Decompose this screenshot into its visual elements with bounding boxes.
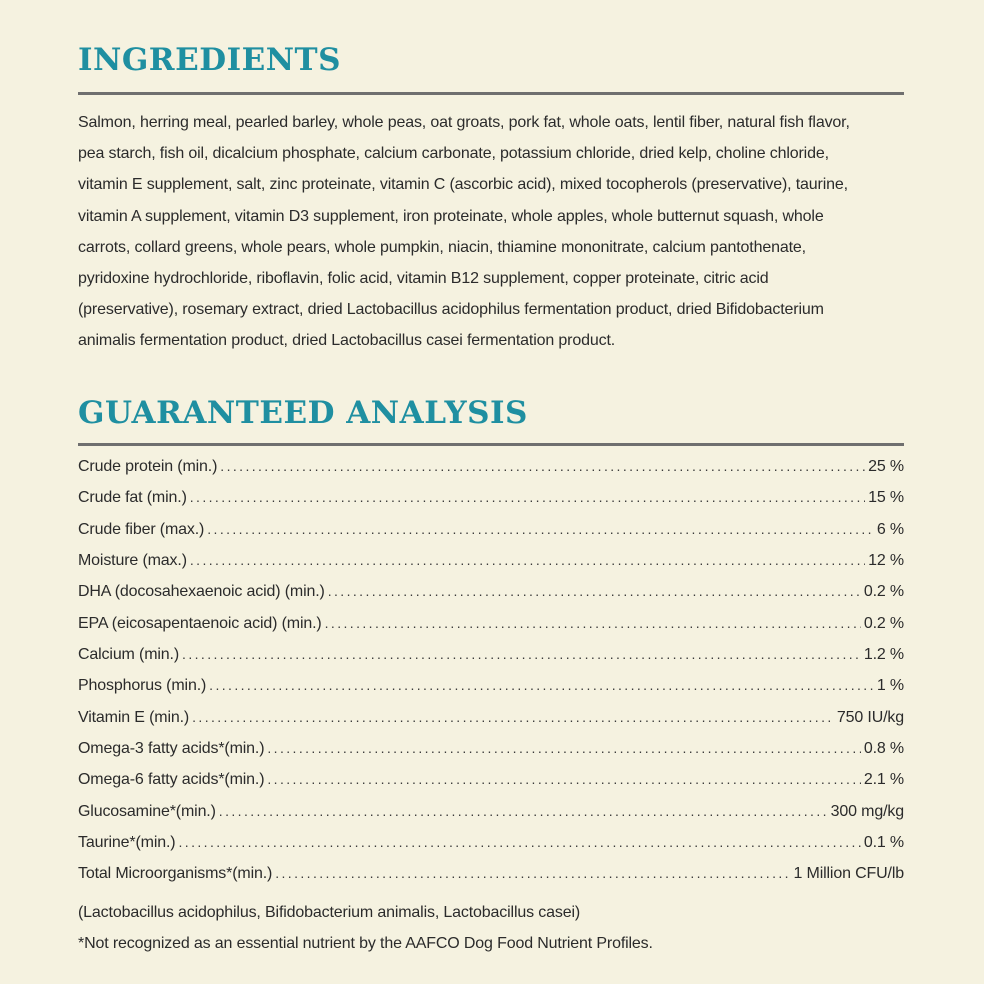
nutrient-label: Crude protein (min.): [78, 458, 218, 475]
analysis-row: [78, 865, 904, 896]
nutrient-label: DHA (docosahexaenoic acid) (min.): [78, 583, 325, 601]
nutrient-label: Moisture (max.): [78, 552, 187, 570]
ingredients-line: (preservative), rosemary extract, dried Lactobacillus acidophilus fermentation product, dried Bifidobacterium: [78, 301, 824, 319]
ingredients-line: Salmon, herring meal, pearled barley, whole peas, oat groats, pork fat, whole oats, lentil fiber, natural fish flavor,: [78, 114, 850, 131]
nutrient-value: 2.1 %: [863, 771, 904, 789]
ingredients-line: pyridoxine hydrochloride, riboflavin, folic acid, vitamin B12 supplement, copper proteinate, citric acid: [78, 270, 769, 288]
dot-leader: [267, 771, 860, 787]
analysis-row: [78, 677, 904, 708]
nutrient-value: 12 %: [868, 552, 904, 570]
nutrient-value: 300 mg/kg: [830, 802, 904, 820]
dot-leader: [192, 709, 834, 725]
nutrient-value: 0.2 %: [863, 614, 904, 632]
microorganisms-note: (Lactobacillus acidophilus, Bifidobacterium animalis, Lactobacillus casei): [78, 903, 581, 921]
dot-leader: [267, 740, 860, 756]
analysis-row: [78, 709, 904, 740]
analysis-row: [78, 615, 904, 646]
nutrient-label: Glucosamine*(min.): [78, 802, 216, 820]
nutrient-value: 1 Million CFU/lb: [793, 865, 904, 883]
ingredients-divider: [78, 92, 904, 95]
dot-leader: [179, 834, 861, 850]
analysis-table: [78, 458, 904, 960]
analysis-row: [78, 834, 904, 865]
analysis-row: [78, 771, 904, 802]
nutrient-label: Total Microorganisms*(min.): [78, 865, 273, 883]
dot-leader: [190, 489, 865, 505]
nutrient-value: 1.2 %: [863, 646, 904, 664]
ingredients-line: animalis fermentation product, dried Lactobacillus casei fermentation product.: [78, 332, 616, 350]
nutrient-value: 0.1 %: [863, 834, 904, 852]
dot-leader: [190, 552, 865, 568]
analysis-divider: [78, 443, 904, 446]
nutrient-value: 25 %: [868, 458, 904, 475]
nutrient-label: Taurine*(min.): [78, 834, 176, 852]
analysis-row: [78, 458, 904, 489]
ingredients-line: vitamin A supplement, vitamin D3 supplement, iron proteinate, whole apples, whole butternut squash, whole: [78, 207, 824, 225]
aafco-footnote: *Not recognized as an essential nutrient by the AAFCO Dog Food Nutrient Profiles.: [78, 935, 653, 953]
nutrient-label: Phosphorus (min.): [78, 677, 207, 695]
dot-leader: [182, 646, 861, 662]
dot-leader: [207, 521, 874, 537]
nutrient-value: 750 IU/kg: [836, 708, 904, 726]
dot-leader: [275, 865, 790, 881]
nutrient-value: 0.2 %: [863, 583, 904, 601]
analysis-row: [78, 521, 904, 552]
analysis-row: [78, 740, 904, 771]
nutrient-value: 15 %: [868, 489, 904, 507]
nutrient-label: Omega-3 fatty acids*(min.): [78, 740, 265, 758]
analysis-row: [78, 583, 904, 614]
nutrient-value: 6 %: [876, 520, 904, 538]
analysis-row: [78, 803, 904, 834]
analysis-row: [78, 646, 904, 677]
dot-leader: [220, 458, 865, 474]
ingredients-line: pea starch, fish oil, dicalcium phosphate, calcium carbonate, potassium chloride, dried kelp, choline chloride,: [78, 145, 829, 163]
nutrient-value: 0.8 %: [863, 740, 904, 758]
dot-leader: [219, 803, 828, 819]
guaranteed-analysis-heading: GUARANTEED ANALYSIS: [78, 395, 528, 431]
dot-leader: [209, 677, 874, 693]
ingredients-heading: INGREDIENTS: [78, 42, 342, 78]
nutrient-label: Crude fat (min.): [78, 489, 187, 507]
nutrient-value: 1 %: [876, 677, 904, 695]
ingredients-line: vitamin E supplement, salt, zinc proteinate, vitamin C (ascorbic acid), mixed tocopherols (preservative), taurine,: [78, 176, 848, 194]
dot-leader: [328, 583, 861, 599]
analysis-row: [78, 552, 904, 583]
nutrient-label: Omega-6 fatty acids*(min.): [78, 771, 265, 789]
nutrient-label: Calcium (min.): [78, 646, 180, 664]
nutrient-label: Crude fiber (max.): [78, 520, 205, 538]
nutrient-label: EPA (eicosapentaenoic acid) (min.): [78, 614, 322, 632]
nutrient-label: Vitamin E (min.): [78, 708, 190, 726]
dot-leader: [325, 615, 861, 631]
ingredients-line: carrots, collard greens, whole pears, whole pumpkin, niacin, thiamine mononitrate, calcium pantothenate,: [78, 238, 806, 256]
ingredients-list: [78, 107, 904, 357]
analysis-row: [78, 489, 904, 520]
